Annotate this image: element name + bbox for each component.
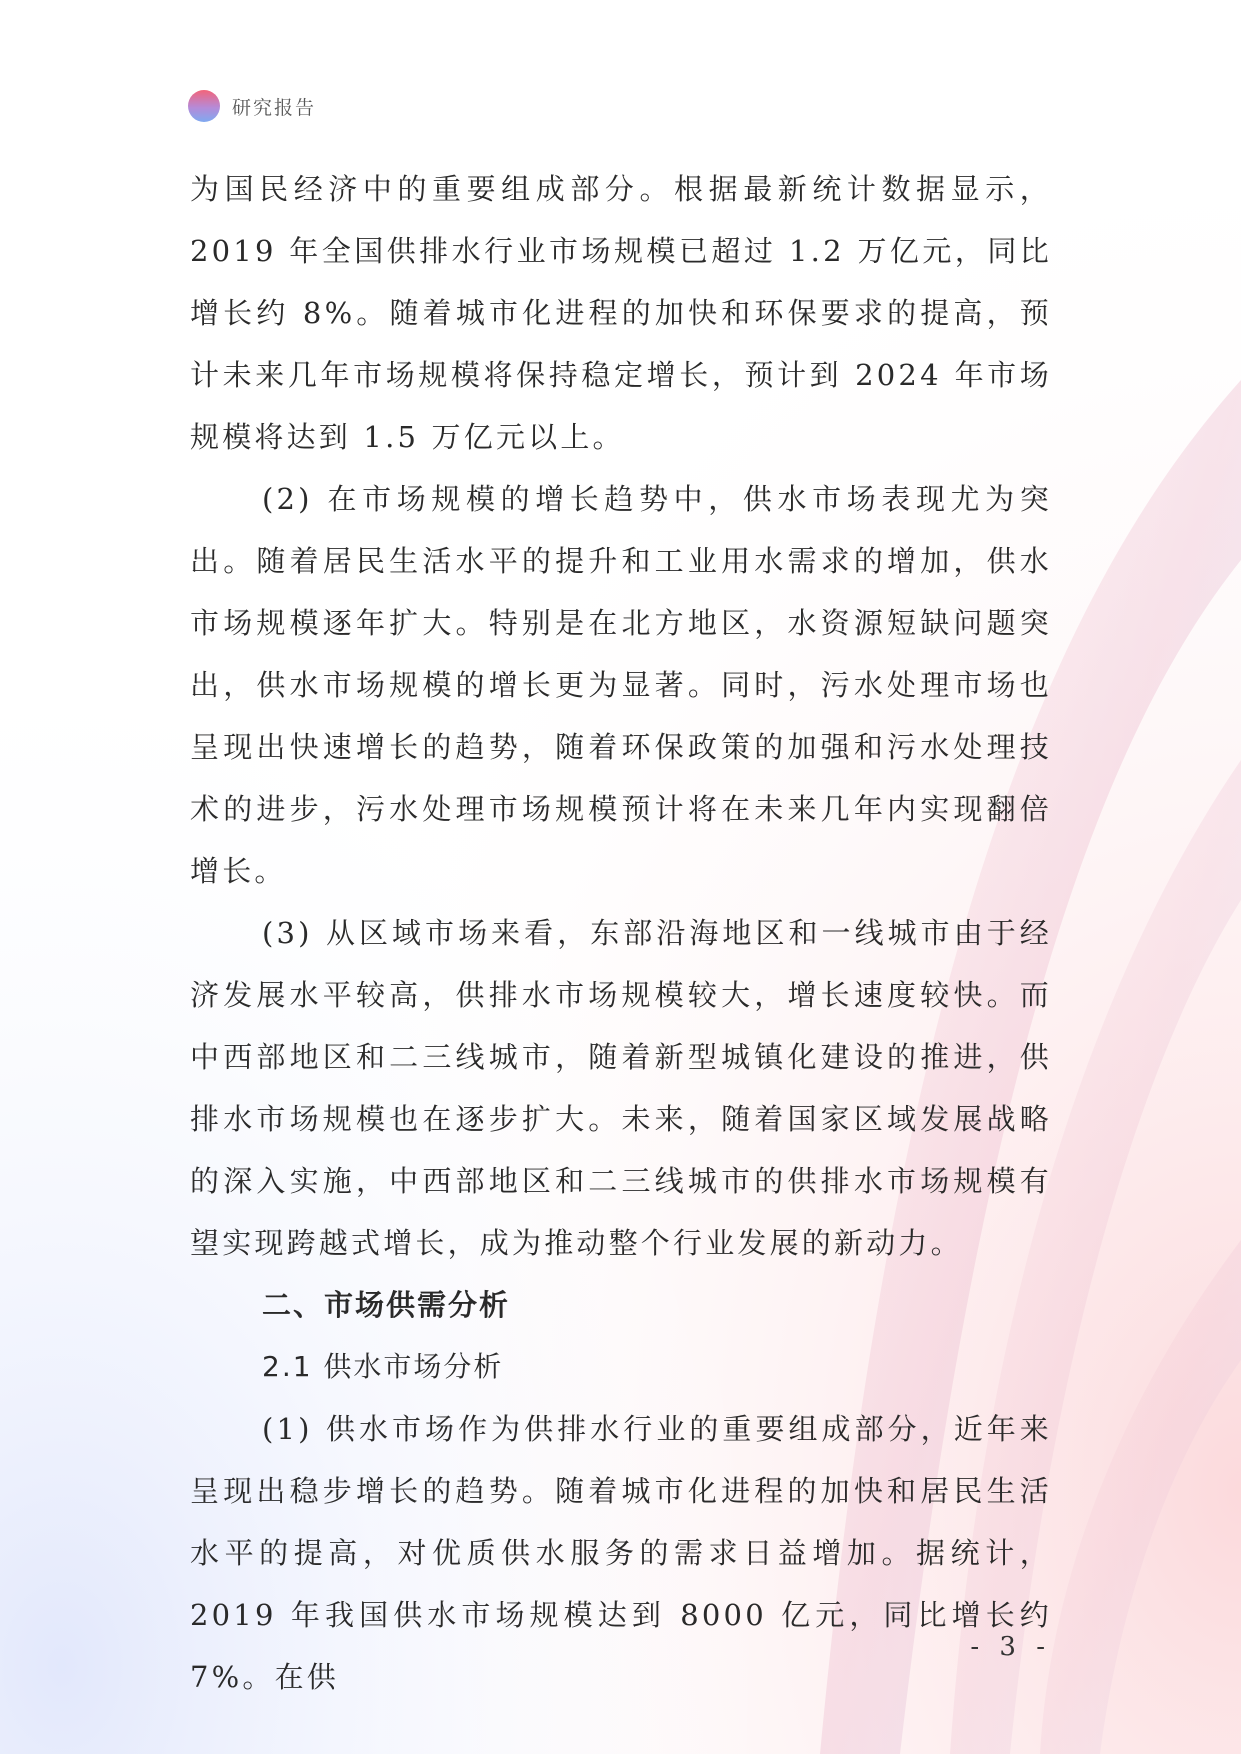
paragraph-water-supply: (1) 供水市场作为供排水行业的重要组成部分，近年来呈现出稳步增长的趋势。随着城市化进程的加快和居民生活水平的提高，对优质供水服务的需求日益增加。据统计，2019 年我国供水市场规模达到 8000 亿元，同比增长约 7%。在供 [190, 1412, 1052, 1694]
section-subheading: 2.1 供水市场分析 [262, 1350, 504, 1383]
document-body [190, 158, 1052, 1708]
paragraph-market-growth: (2) 在市场规模的增长趋势中，供水市场表现尤为突出。随着居民生活水平的提升和工业用水需求的增加，供水市场规模逐年扩大。特别是在北方地区，水资源短缺问题突出，供水市场规模的增长更为显著。同时，污水处理市场也呈现出快速增长的趋势，随着环保政策的加强和污水处理技术的进步，污水处理市场规模预计将在未来几年内实现翻倍增长。 [190, 482, 1052, 888]
page-number: - 3 - [970, 1632, 1051, 1662]
paragraph-continuation: 为国民经济中的重要组成部分。根据最新统计数据显示，2019 年全国供排水行业市场规模已超过 1.2 万亿元，同比增长约 8%。随着城市化进程的加快和环保要求的提高，预计未来几年市场规模将保持稳定增长，预计到 2024 年市场规模将达到 1.5 万亿元以上。 [190, 172, 1052, 454]
page-header [188, 89, 316, 123]
section-heading: 二、市场供需分析 [262, 1288, 511, 1322]
paragraph-regional-market: (3) 从区域市场来看，东部沿海地区和一线城市由于经济发展水平较高，供排水市场规模较大，增长速度较快。而中西部地区和二三线城市，随着新型城镇化建设的推进，供排水市场规模也在逐步扩大。未来，随着国家区域发展战略的深入实施，中西部地区和二三线城市的供排水市场规模有望实现跨越式增长，成为推动整个行业发展的新动力。 [190, 916, 1052, 1260]
header-title: 研究报告 [232, 96, 317, 119]
report-logo-icon [188, 90, 220, 122]
